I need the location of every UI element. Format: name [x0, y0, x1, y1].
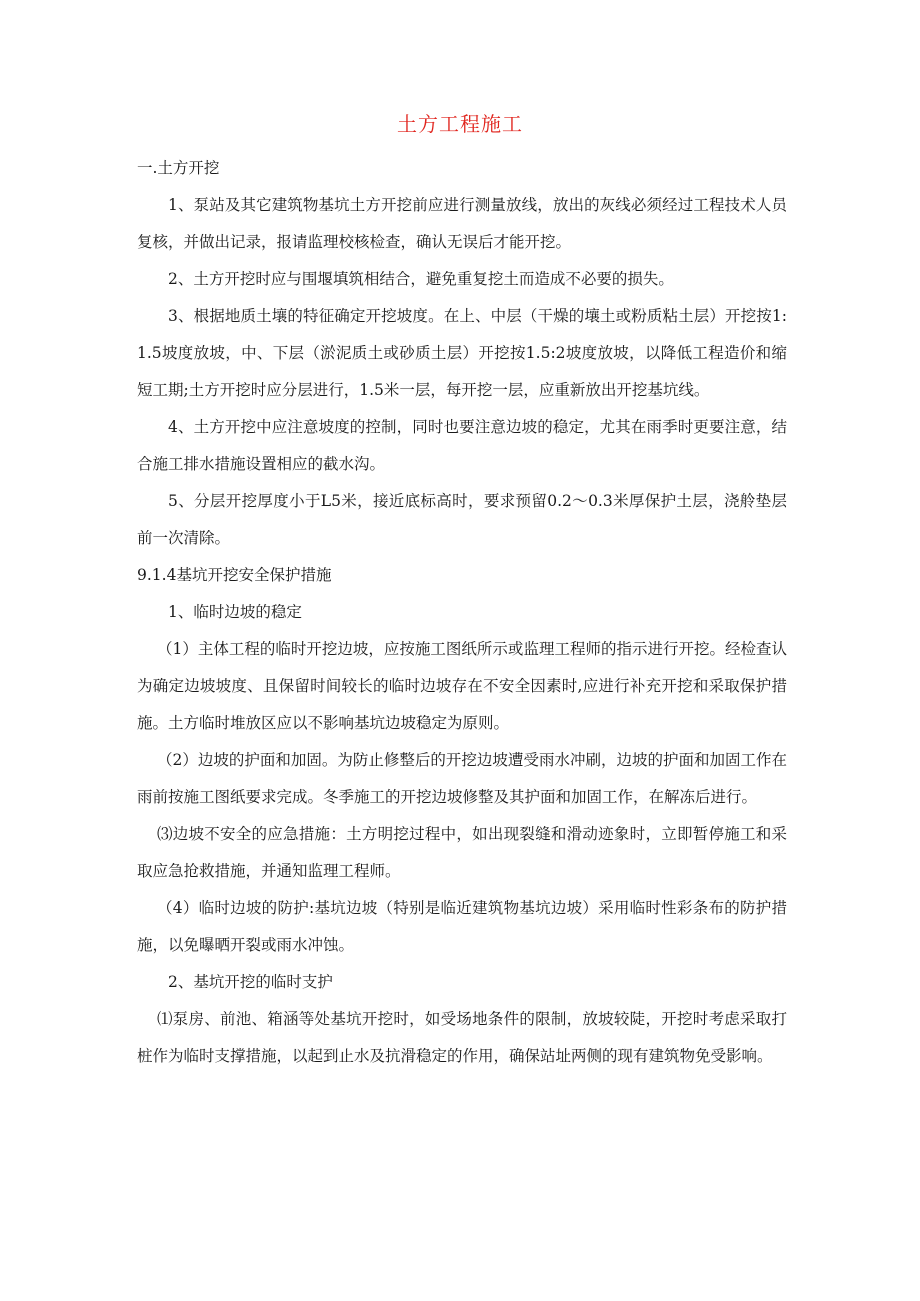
document-title: 土方工程施工: [397, 112, 523, 136]
paragraph-4: 4、土方开挖中应注意坡度的控制，同时也要注意边坡的稳定，尤其在雨季时更要注意，结合施工排水措施设置相应的截水沟。: [137, 418, 787, 473]
section-heading-excavation: 一.土方开挖: [137, 159, 220, 177]
paragraph-item-3: ⑶边坡不安全的应急措施：土方明挖过程中，如出现裂缝和滑动迹象时，立即暂停施工和采取应急抢救措施，并通知监理工程师。: [137, 825, 787, 880]
paragraph-support-1: ⑴泵房、前池、箱涵等处基坑开挖时，如受场地条件的限制，放坡较陡，开挖时考虑采取打桩作为临时支撑措施，以起到止水及抗滑稳定的作用，确保站址两侧的现有建筑物免受影响。: [137, 1010, 787, 1065]
section-heading-safety: 9.1.4基坑开挖安全保护措施: [137, 566, 332, 584]
paragraph-3: 3、根据地质土壤的特征确定开挖坡度。在上、中层（干燥的壤土或粉质粘土层）开挖按1:1.5坡度放坡，中、下层（淤泥质土或砂质土层）开挖按1.5:2坡度放坡，以降低工程造价和缩短工期;土方开挖时应分层进行，1.5米一层，每开挖一层，应重新放出开挖基坑线。: [137, 307, 787, 399]
subheading-temporary-support: 2、基坑开挖的临时支护: [168, 973, 333, 991]
paragraph-item-1: （1）主体工程的临时开挖边坡，应按施工图纸所示或监理工程师的指示进行开挖。经检查认为确定边坡坡度、且保留时间较长的临时边坡存在不安全因素时,应进行补充开挖和采取保护措施。土方临时堆放区应以不影响基坑边坡稳定为原则。: [137, 640, 787, 732]
paragraph-item-2: （2）边坡的护面和加固。为防止修整后的开挖边坡遭受雨水冲刷，边坡的护面和加固工作在雨前按施工图纸要求完成。冬季施工的开挖边坡修整及其护面和加固工作，在解冻后进行。: [137, 751, 787, 806]
paragraph-item-4: （4）临时边坡的防护:基坑边坡（特别是临近建筑物基坑边坡）采用临时性彩条布的防护措施，以免曝晒开裂或雨水冲蚀。: [137, 899, 787, 954]
subheading-slope-stability: 1、临时边坡的稳定: [168, 603, 302, 621]
paragraph-2: 2、土方开挖时应与围堰填筑相结合，避免重复挖土而造成不必要的损失。: [168, 270, 674, 288]
document-body: [137, 150, 787, 1075]
paragraph-1: 1、泵站及其它建筑物基坑土方开挖前应进行测量放线，放出的灰线必须经过工程技术人员复核，并做出记录，报请监理校核检查，确认无误后才能开挖。: [137, 196, 787, 251]
paragraph-5: 5、分层开挖厚度小于L5米，接近底标高时，要求预留0.2～0.3米厚保护土层，浇舲垫层前一次清除。: [137, 492, 787, 547]
